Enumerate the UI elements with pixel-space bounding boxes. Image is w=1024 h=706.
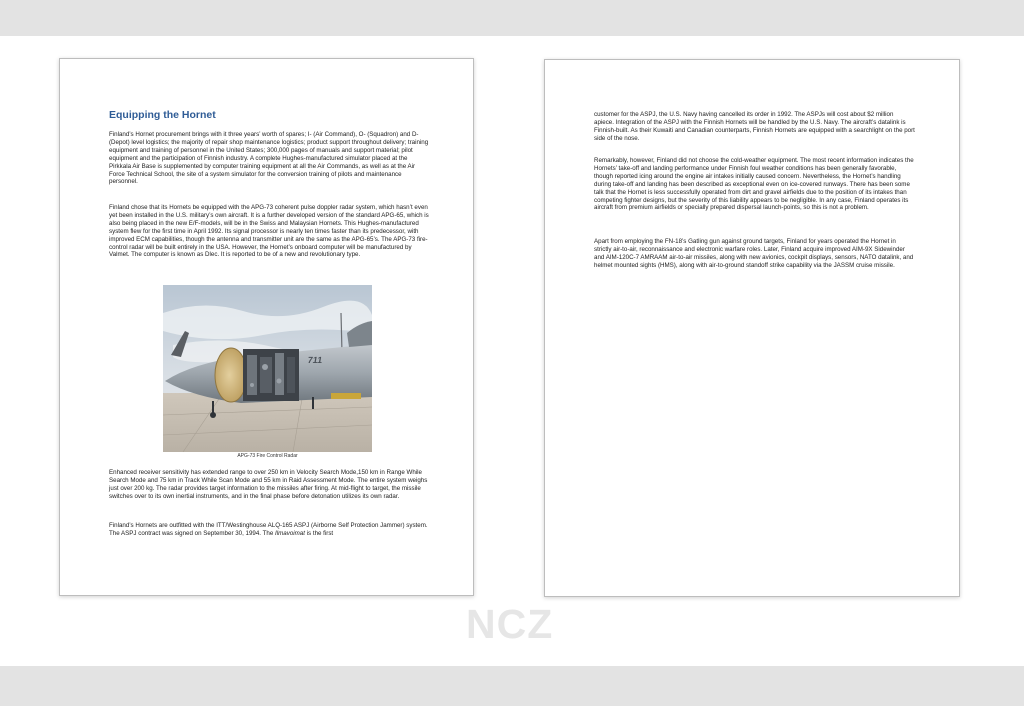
- radar-photo: [163, 285, 372, 452]
- figure-caption: APG-73 Fire Control Radar: [237, 453, 298, 459]
- paragraph: Enhanced receiver sensitivity has extended range to over 250 km in Velocity Search Mode,150 km in Range While Search Mode and 75 km in Track While Scan Mode and 55 km in Raid Assessment Mode. The entire system weighs just over 200 kg. The radar provides target information to the missiles after firing. At mid-flight to target, the missile switches over to its own inertial instruments, and in the final phase before detonation utilizes its own radar.: [109, 469, 428, 500]
- document-page-left: [59, 58, 474, 596]
- paragraph: Apart from employing the FN-18’s Gatling gun against ground targets, Finland for years operated the Hornet in strictly air-to-air, reconnaissance and electronic warfare roles. Later, Finland acquire improved AIM-9X Sidewinder and AIM-120C-7 AMRAAM air-to-air missiles, along with new avionics, cockpit displays, sensors, NATO datalink, and helmet mounted sights (HMS), along with air-to-ground standoff strike capability via the JASSM cruise missile.: [594, 238, 914, 269]
- top-toolbar-strip: [0, 0, 1024, 36]
- paragraph: customer for the ASPJ, the U.S. Navy having cancelled its order in 1992. The ASPJs will cost about $2 million apiece. Integration of the ASPJ with the Finnish Hornets will be handled by the U.S. Navy. The aircraft’s datalink is Finnish-built. As their Kuwaiti and Canadian counterparts, Finnish Hornets are equipped with a searchlight on the port side of the nose.: [594, 111, 915, 142]
- paragraph: Finland chose that its Hornets be equipped with the APG-73 coherent pulse doppler radar system, which hasn’t even yet been installed in the U.S. military’s own aircraft. It is a further developed version of the standard APG-65, which is also being placed in the new E/F-models, will be in the Swiss and Malaysian Hornets. This Hughes-manufactured system flew for the first time in April 1992. Its signal processor is nearly ten times faster than its predecessor, with improved ECM capabilities, though the antenna and transmitter unit are the same as the APG-65’s. The APG-73 fire-control radar will be built entirely in the USA. However, the Hornet’s onboard computer will be manufactured by Valmet. The computer is known as Dlec. It is reported to be of a new and revolutionary type.: [109, 204, 429, 259]
- document-page-right: [544, 59, 960, 597]
- bottom-toolbar-strip: [0, 666, 1024, 706]
- italic-term: Ilmavoimat: [275, 529, 305, 537]
- paragraph: Remarkably, however, Finland did not choose the cold-weather equipment. The most recent information indicates the Hornets’ take-off and landing performance under Finnish foul weather conditions has been generally favorable, though reported icing around the engine air intakes initially caused concern. Nevertheless, the Hornet’s handling during take-off and landing has been described as exceptional even on ice-covered runways. There has been some talk that the Hornet is less successfully operated from dirt and gravel airfields due to the position of its intakes than competing fighter designs, but the severity of this liability appears to be negligible. In any case, Finland operates its aircraft from premium airfields or specially prepared dispersal launch-points, so this is not a problem.: [594, 157, 914, 212]
- paragraph: [109, 522, 430, 538]
- paragraph: Finland’s Hornet procurement brings with it three years’ worth of spares; I- (Air Command), O- (Squadron) and D- (Depot) level logistics; the majority of repair shop maintenance logistics; product support throughout delivery; training equipment and training of personnel in the United States; 300,000 pages of manuals and support material; pilot equipment and the participation of Finnish industry. A complete Hughes-manufactured simulator placed at the Pirkkala Air Base is supplemented by computer training equipment at all the Air Commands, as well as at the Air Force Technical School, the site of a system simulator for the conversion training of pilots and maintenance personnel.: [109, 131, 429, 186]
- paragraph-text-tail: is the first: [304, 529, 334, 537]
- svg-text:711: 711: [306, 355, 324, 365]
- paragraph-text: Finland’s Hornets are outfitted with the ITT/Westinghouse ALQ-165 ASPJ (Airborne Self Protection Jammer) system. The ASPJ contract was signed on September 30, 1994. The: [109, 522, 428, 537]
- watermark-text: NCZ: [466, 601, 554, 647]
- section-heading: Equipping the Hornet: [109, 109, 216, 121]
- jet-radar-illustration: [163, 285, 372, 452]
